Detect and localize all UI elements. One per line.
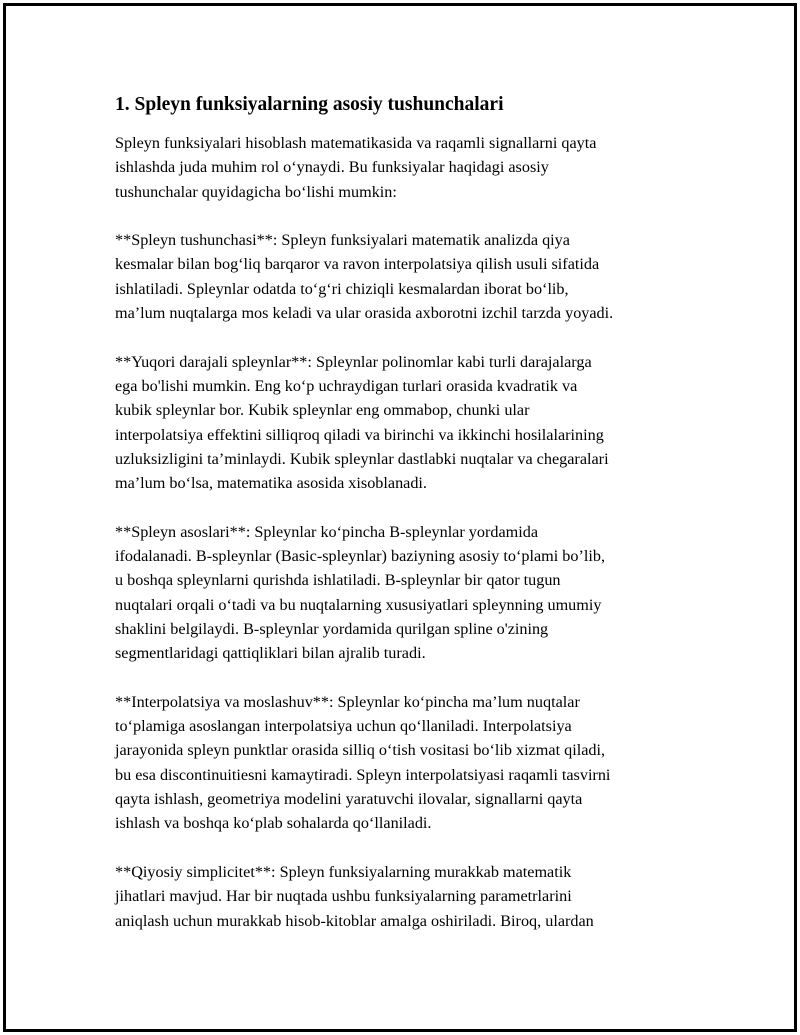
- text-line: u boshqa spleynlarni qurishda ishlatiladi. B-spleynlar bir qator tugun: [115, 571, 561, 590]
- text-line: ifodalanadi. B-spleynlar (Basic-spleynlar) baziyning asosiy to‘plami bo’lib,: [115, 547, 605, 566]
- text-line: **Spleyn tushunchasi**: Spleyn funksiyalari matematik analizda qiya: [115, 231, 570, 250]
- text-line: nuqtalari orqali o‘tadi va bu nuqtalarning xususiyatlari spleynning umumiy: [115, 595, 602, 614]
- text-line: aniqlash uchun murakkab hisob-kitoblar amalga oshiriladi. Biroq, ulardan: [115, 911, 594, 930]
- text-line: ishlatiladi. Spleynlar odatda to‘g‘ri chiziqli kesmalardan iborat bo‘lib,: [115, 279, 569, 298]
- text-line: **Interpolatsiya va moslashuv**: Spleynlar ko‘pincha ma’lum nuqtalar: [115, 692, 580, 711]
- text-line: tushunchalar quyidagicha bo‘lishi mumkin:: [115, 182, 397, 201]
- text-line: interpolatsiya effektini silliqroq qiladi va birinchi va ikkinchi hosilalarining: [115, 425, 604, 444]
- text-line: ma’lum nuqtalarga mos keladi va ular orasida axborotni izchil tarzda yoyadi.: [115, 304, 614, 323]
- text-line: bu esa discontinuitiesni kamaytiradi. Spleyn interpolatsiyasi raqamli tasvirni: [115, 765, 611, 784]
- text-line: kubik spleynlar bor. Kubik spleynlar eng ommabop, chunki ular: [115, 401, 530, 420]
- text-line: Spleyn funksiyalari hisoblash matematikasida va raqamli signallarni qayta: [115, 134, 597, 152]
- text-line: to‘plamiga asoslangan interpolatsiya uchun qo‘llaniladi. Interpolatsiya: [115, 717, 572, 736]
- document-content: [115, 92, 695, 957]
- text-line: **Qiyosiy simplicitet**: Spleyn funksiyalarning murakkab matematik: [115, 862, 572, 881]
- text-line: ega bo'lishi mumkin. Eng ko‘p uchraydigan turlari orasida kvadratik va: [115, 376, 578, 395]
- section-heading: 1. Spleyn funksiyalarning asosiy tushunchalari: [115, 94, 504, 115]
- text-line: shaklini belgilaydi. B-spleynlar yordamida qurilgan spline o'zining: [115, 619, 549, 638]
- text-line: **Spleyn asoslari**: Spleynlar ko‘pincha B-spleynlar yordamida: [115, 522, 539, 541]
- paragraph-qiyosiy-simplicitet: [115, 860, 695, 933]
- text-line: ishlash va boshqa ko‘plab sohalarda qo‘llaniladi.: [115, 814, 432, 833]
- paragraph-yuqori-darajali: [115, 350, 695, 496]
- text-line: uzluksizligini ta’minlaydi. Kubik spleynlar dastlabki nuqtalar va chegaralari: [115, 449, 609, 468]
- text-line: kesmalar bilan bog‘liq barqaror va ravon interpolatsiya qilish usuli sifatida: [115, 255, 600, 274]
- text-line: qayta ishlash, geometriya modelini yaratuvchi ilovalar, signallarni qayta: [115, 790, 583, 809]
- text-line: **Yuqori darajali spleynlar**: Spleynlar polinomlar kabi turli darajalarga: [115, 352, 592, 371]
- text-line: jihatlari mavjud. Har bir nuqtada ushbu funksiyalarning parametrlarini: [115, 887, 572, 906]
- text-line: ishlashda juda muhim rol o‘ynaydi. Bu funksiyalar haqidagi asosiy: [115, 158, 549, 177]
- text-line: ma’lum bo‘lsa, matematika asosida xisoblanadi.: [115, 474, 427, 493]
- text-line: segmentlaridagi qattiqliklari bilan ajralib turadi.: [115, 644, 426, 663]
- paragraph-interpolatsiya: [115, 690, 695, 836]
- paragraph-spleyn-asoslari: [115, 520, 695, 666]
- paragraph-spleyn-tushunchasi: [115, 228, 695, 325]
- paragraph-intro: [115, 131, 695, 204]
- text-line: jarayonida spleyn punktlar orasida silliq o‘tish vositasi bo‘lib xizmat qiladi,: [115, 741, 606, 760]
